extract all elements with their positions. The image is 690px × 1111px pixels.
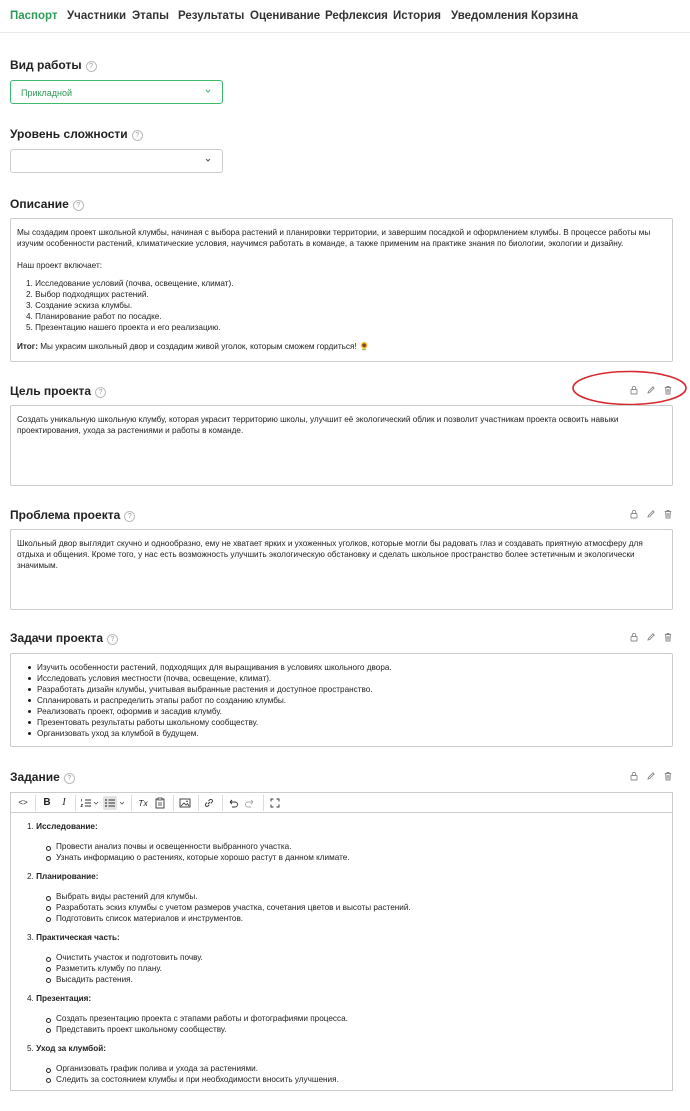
tab-notifications[interactable]: Уведомления xyxy=(451,10,528,22)
toolbar-divider xyxy=(173,795,174,811)
tab-passport[interactable]: Паспорт xyxy=(10,10,58,22)
tasks-heading xyxy=(10,631,118,645)
difficulty-heading xyxy=(10,127,143,141)
list-item: Исследовать условия местности (почва, освещение, климат). xyxy=(25,673,392,684)
goal-heading xyxy=(10,384,106,398)
tab-bar xyxy=(0,0,690,33)
toolbar-divider xyxy=(35,795,36,811)
assignment-section-list xyxy=(44,953,203,985)
description-heading xyxy=(10,197,84,211)
description-label: Описание xyxy=(10,197,69,211)
tasks-field[interactable] xyxy=(10,653,673,747)
chevron-down-icon[interactable] xyxy=(92,796,100,810)
edit-icon[interactable] xyxy=(645,507,657,519)
description-includes: Наш проект включает: xyxy=(17,261,102,270)
list-item: Презентовать результаты работы школьному сообществу. xyxy=(25,717,392,728)
italic-button[interactable]: I xyxy=(62,797,66,808)
undo-icon[interactable] xyxy=(226,796,240,810)
help-icon[interactable]: ? xyxy=(124,511,135,522)
tab-stages[interactable]: Этапы xyxy=(132,10,169,22)
goal-label: Цель проекта xyxy=(10,384,92,398)
list-item: Выбрать виды растений для клумбы. xyxy=(44,892,411,903)
chevron-down-icon xyxy=(203,86,213,96)
help-icon[interactable]: ? xyxy=(73,200,84,211)
assignment-section-title: 4. Презентация: xyxy=(27,994,92,1003)
difficulty-label: Уровень сложности xyxy=(10,127,128,141)
link-icon[interactable] xyxy=(202,796,216,810)
list-item: Разметить клумбу по плану. xyxy=(44,964,203,975)
help-icon[interactable]: ? xyxy=(64,773,75,784)
list-item: Создать презентацию проекта с этапами работы и фотографиями процесса. xyxy=(44,1014,348,1025)
assignment-label: Задание xyxy=(10,770,60,784)
fullscreen-icon[interactable] xyxy=(268,796,282,810)
lock-icon[interactable] xyxy=(628,630,640,642)
clear-formatting-button[interactable]: Tx xyxy=(138,798,148,808)
problem-actions xyxy=(628,507,674,519)
description-paragraph: Мы создадим проект школьной клумбы, начиная с выбора растений и планировки территории, и завершим посадкой и оформлением клумбы. В процессе работы мы изучим особенности растений, климатические условия, научимся работать в команде, а также применим на практике знания по биологии, экологии и дизайну. xyxy=(17,228,651,248)
trash-icon[interactable] xyxy=(662,507,674,519)
list-item: Подготовить список материалов и инструментов. xyxy=(44,914,411,925)
toolbar-divider xyxy=(131,795,132,811)
list-item: 3. Создание эскиза клумбы. xyxy=(26,301,133,310)
tasks-list xyxy=(25,662,392,739)
edit-icon[interactable] xyxy=(645,769,657,781)
assignment-actions xyxy=(628,769,674,781)
redo-icon[interactable] xyxy=(243,796,257,810)
tab-assessment[interactable]: Оценивание xyxy=(250,10,321,22)
bulleted-list-icon[interactable] xyxy=(103,796,117,810)
assignment-section-list xyxy=(44,1064,339,1086)
chevron-down-icon[interactable] xyxy=(118,796,126,810)
list-item: Разработать эскиз клумбы с учетом размеров участка, сочетания цветов и высоты растений. xyxy=(44,903,411,914)
work-type-heading xyxy=(10,58,97,72)
toolbar-divider xyxy=(75,795,76,811)
work-type-value: Прикладной xyxy=(21,88,73,98)
assignment-heading xyxy=(10,770,75,784)
list-item: Высадить растения. xyxy=(44,975,203,986)
work-type-label: Вид работы xyxy=(10,58,82,72)
image-icon[interactable] xyxy=(178,796,192,810)
goal-field[interactable] xyxy=(10,405,673,486)
list-item: Следить за состоянием клумбы и при необходимости вносить улучшения. xyxy=(44,1075,339,1086)
description-field[interactable] xyxy=(10,218,673,362)
list-item: 2. Выбор подходящих растений. xyxy=(26,290,149,299)
description-result: Итог: Мы украсим школьный двор и создадим живой уголок, которым сможем гордиться! 🌻 xyxy=(17,342,370,351)
assignment-editor[interactable] xyxy=(10,812,673,1091)
tab-trash[interactable]: Корзина xyxy=(531,10,579,22)
assignment-section-title: 5. Уход за клумбой: xyxy=(27,1044,107,1053)
help-icon[interactable]: ? xyxy=(95,387,106,398)
toolbar-divider xyxy=(198,795,199,811)
list-item: Спланировать и распределить этапы работ по созданию клумбы. xyxy=(25,695,392,706)
tab-results[interactable]: Результаты xyxy=(178,10,245,22)
problem-heading xyxy=(10,508,135,522)
lock-icon[interactable] xyxy=(628,507,640,519)
list-item: Разработать дизайн клумбы, учитывая выбранные растения и доступное пространство. xyxy=(25,684,392,695)
bold-button[interactable]: B xyxy=(43,797,51,808)
list-item: Представить проект школьному сообществу. xyxy=(44,1025,348,1036)
edit-icon[interactable] xyxy=(645,630,657,642)
toolbar-divider xyxy=(263,795,264,811)
editor-toolbar xyxy=(10,792,673,812)
tasks-actions xyxy=(628,630,674,642)
list-item: 4. Планирование работ по посадке. xyxy=(26,312,162,321)
problem-text: Школьный двор выглядит скучно и однообразно, ему не хватает ярких и ухоженных уголков, которые могли бы радовать глаз и создавать приятную атмосферу для отдыха и общения. Кроме того, у нас есть возможность улучшить экологическую обстановку и сделать школьное пространство более эстетичным и экологически значимым. xyxy=(17,539,643,570)
problem-field[interactable] xyxy=(10,529,673,610)
problem-label: Проблема проекта xyxy=(10,508,121,522)
list-item: Узнать информацию о растениях, которые хорошо растут в данном климате. xyxy=(44,853,350,864)
list-item: Реализовать проект, оформив и засадив клумбу. xyxy=(25,706,392,717)
help-icon[interactable]: ? xyxy=(86,61,97,72)
paste-icon[interactable] xyxy=(153,796,167,810)
description-list xyxy=(26,278,233,333)
work-type-select[interactable] xyxy=(10,80,223,104)
tab-participants[interactable]: Участники xyxy=(67,10,127,22)
assignment-section-list xyxy=(44,892,411,924)
assignment-section-title: 1. Исследование: xyxy=(27,822,98,831)
numbered-list-icon[interactable] xyxy=(79,796,93,810)
difficulty-select[interactable] xyxy=(10,149,223,173)
list-item: Изучить особенности растений, подходящих для выращивания в условиях школьного двора. xyxy=(25,662,392,673)
assignment-section-list xyxy=(44,1014,348,1036)
lock-icon[interactable] xyxy=(628,769,640,781)
help-icon[interactable]: ? xyxy=(107,634,118,645)
tab-reflection[interactable]: Рефлексия xyxy=(325,10,388,22)
help-icon[interactable]: ? xyxy=(132,130,143,141)
list-item: 5. Презентацию нашего проекта и его реализацию. xyxy=(26,323,221,332)
list-item: Организовать график полива и ухода за растениями. xyxy=(44,1064,339,1075)
tasks-label: Задачи проекта xyxy=(10,631,103,645)
highlight-ring xyxy=(571,369,688,407)
goal-text: Создать уникальную школьную клумбу, которая украсит территорию школы, улучшит её экологический облик и позволит участникам проекта освоить навыки проектирования, ухода за растениями и работы в команде. xyxy=(17,415,619,435)
assignment-section-list xyxy=(44,842,350,864)
trash-icon[interactable] xyxy=(662,630,674,642)
list-item: 1. Исследование условий (почва, освещение, климат). xyxy=(26,279,234,288)
list-item: Организовать уход за клумбой в будущем. xyxy=(25,728,392,739)
assignment-section-title: 3. Практическая часть: xyxy=(27,933,120,942)
list-item: Очистить участок и подготовить почву. xyxy=(44,953,203,964)
assignment-section-title: 2. Планирование: xyxy=(27,872,99,881)
list-item: Провести анализ почвы и освещенности выбранного участка. xyxy=(44,842,350,853)
trash-icon[interactable] xyxy=(662,769,674,781)
chevron-down-icon xyxy=(203,155,213,165)
source-code-button[interactable]: <> xyxy=(18,798,28,807)
tab-history[interactable]: История xyxy=(393,10,441,22)
toolbar-divider xyxy=(222,795,223,811)
